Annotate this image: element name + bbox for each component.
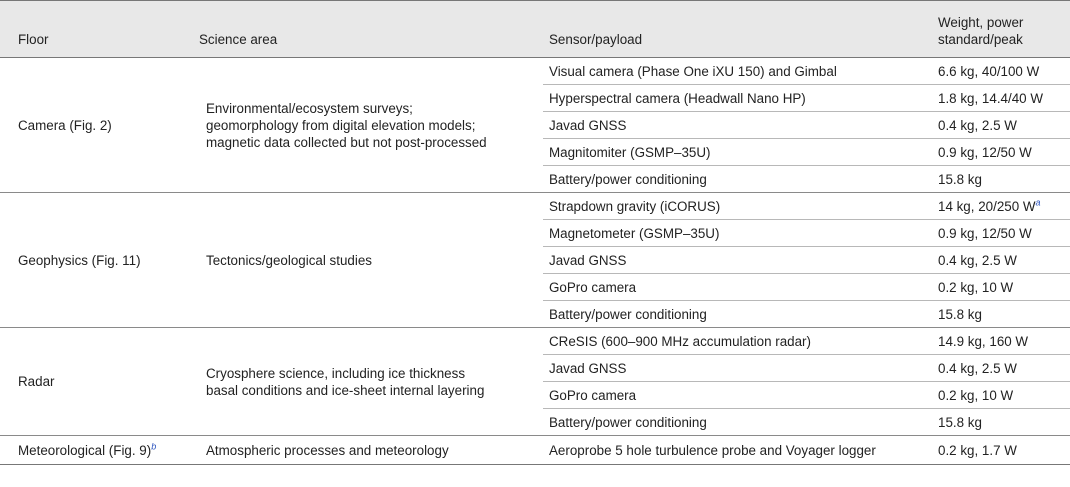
- floor-cell: [0, 436, 193, 465]
- weight-cell: 15.8 kg: [932, 409, 1070, 436]
- weight-cell: 6.6 kg, 40/100 W: [932, 58, 1070, 85]
- table-header: [0, 1, 1070, 58]
- header-weight-line2: standard/peak: [938, 32, 1023, 47]
- header-row: [0, 1, 1070, 58]
- science-area-cell: [193, 58, 543, 193]
- table-row: [0, 328, 1070, 355]
- header-weight-power: [932, 1, 1070, 58]
- sensor-cell: Aeroprobe 5 hole turbulence probe and Voyager logger: [543, 436, 932, 465]
- sensor-cell: Javad GNSS: [543, 112, 932, 139]
- sensor-cell: Magnitomiter (GSMP–35U): [543, 139, 932, 166]
- science-line: Environmental/ecosystem surveys;: [206, 100, 413, 116]
- weight-cell: 0.2 kg, 1.7 W: [932, 436, 1070, 465]
- science-area-cell: Atmospheric processes and meteorology: [193, 436, 543, 465]
- sensor-cell: GoPro camera: [543, 274, 932, 301]
- table-row: [0, 436, 1070, 465]
- weight-cell: 0.4 kg, 2.5 W: [932, 247, 1070, 274]
- sensor-cell: Javad GNSS: [543, 355, 932, 382]
- weight-cell: 0.4 kg, 2.5 W: [932, 355, 1070, 382]
- floor-cell: Geophysics (Fig. 11): [0, 193, 193, 328]
- header-weight-line1: Weight, power: [938, 15, 1024, 30]
- sensor-cell: Battery/power conditioning: [543, 409, 932, 436]
- weight-cell: 15.8 kg: [932, 301, 1070, 328]
- weight-cell: 0.9 kg, 12/50 W: [932, 139, 1070, 166]
- sensor-cell: GoPro camera: [543, 382, 932, 409]
- sensor-cell: Strapdown gravity (iCORUS): [543, 193, 932, 220]
- weight-cell: 0.4 kg, 2.5 W: [932, 112, 1070, 139]
- weight-cell: 0.2 kg, 10 W: [932, 382, 1070, 409]
- science-area-cell: Tectonics/geological studies: [193, 193, 543, 328]
- floor-value: Meteorological (Fig. 9): [18, 442, 152, 458]
- weight-value: 14 kg, 20/250 W: [938, 198, 1036, 214]
- science-line: Cryosphere science, including ice thickness: [206, 365, 466, 381]
- footnote-marker: a: [1035, 197, 1041, 208]
- sensor-cell: Visual camera (Phase One iXU 150) and Gimbal: [543, 58, 932, 85]
- weight-cell: [932, 193, 1070, 220]
- weight-cell: 0.9 kg, 12/50 W: [932, 220, 1070, 247]
- footnote-marker: b: [151, 441, 157, 452]
- header-science-area: Science area: [193, 1, 543, 58]
- sensor-cell: CReSIS (600–900 MHz accumulation radar): [543, 328, 932, 355]
- sensor-cell: Battery/power conditioning: [543, 166, 932, 193]
- floor-cell: Radar: [0, 328, 193, 436]
- weight-cell: 14.9 kg, 160 W: [932, 328, 1070, 355]
- table-row: [0, 58, 1070, 85]
- sensor-cell: Javad GNSS: [543, 247, 932, 274]
- weight-cell: 1.8 kg, 14.4/40 W: [932, 85, 1070, 112]
- sensor-cell: Hyperspectral camera (Headwall Nano HP): [543, 85, 932, 112]
- header-floor: Floor: [0, 1, 193, 58]
- science-area-cell: [193, 328, 543, 436]
- sensor-cell: Magnetometer (GSMP–35U): [543, 220, 932, 247]
- header-sensor-payload: Sensor/payload: [543, 1, 932, 58]
- science-line: magnetic data collected but not post-processed: [206, 134, 487, 150]
- floor-cell: Camera (Fig. 2): [0, 58, 193, 193]
- table-row: [0, 193, 1070, 220]
- table-body: [0, 58, 1070, 465]
- science-line: geomorphology from digital elevation models;: [206, 117, 476, 133]
- weight-cell: 15.8 kg: [932, 166, 1070, 193]
- science-line: basal conditions and ice-sheet internal layering: [206, 382, 485, 398]
- sensor-cell: Battery/power conditioning: [543, 301, 932, 328]
- weight-cell: 0.2 kg, 10 W: [932, 274, 1070, 301]
